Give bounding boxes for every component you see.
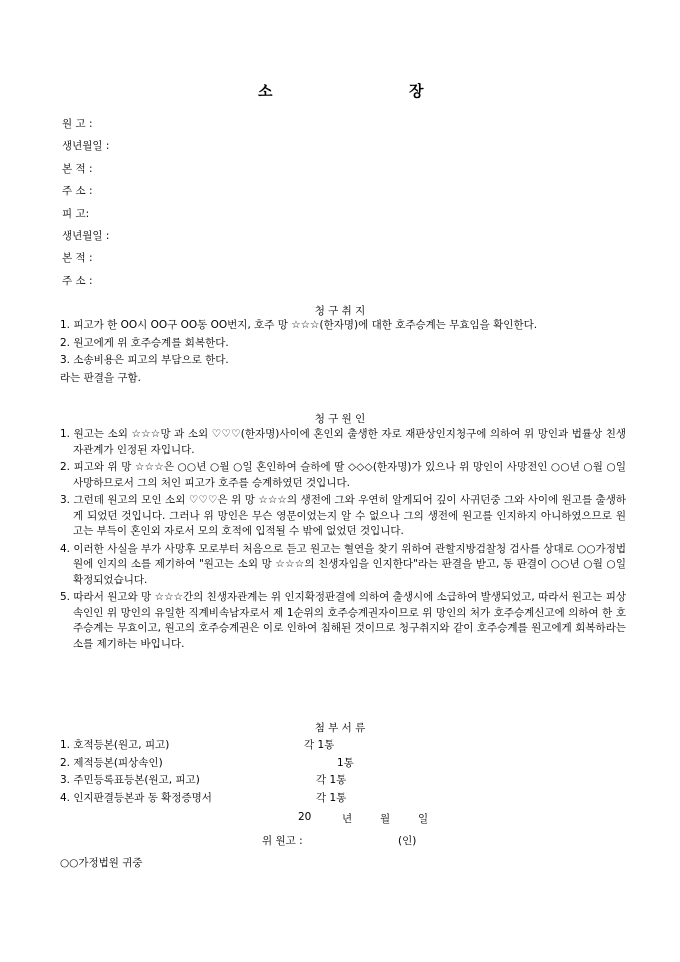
attachment-list: [60, 737, 626, 807]
attachment-count: 각 1통: [316, 791, 347, 804]
filing-date: [0, 811, 680, 827]
reason-item: 2. 피고와 위 망 ☆☆☆은 ○○년 ○월 ○일 혼인하여 슬하에 딸 ◇◇◇(한자명)가 있으나 위 망인이 사망전인 ○○년 ○월 ○일 사망하므로서 그의 처인 피고가 호주를 승계하였던 것입니다.: [60, 461, 626, 489]
attachment-name: 3. 주민등록표등본(원고, 피고): [60, 774, 200, 787]
party-info: [62, 113, 362, 292]
defendant-name-label: 피 고:: [62, 207, 90, 220]
attachment-row: [60, 772, 626, 790]
attachment-name: 2. 제적등본(피상속인): [60, 756, 163, 769]
claim-heading: 청 구 취 지: [314, 305, 366, 317]
claim-item: 1. 피고가 한 OO시 OO구 OO동 OO번지, 호주 망 ☆☆☆(한자명)에 대한 호주승계는 무효임을 확인한다.: [60, 319, 538, 331]
signer-label: 위 원고 :: [262, 835, 303, 847]
signature-line: [0, 833, 680, 849]
reason-section: [60, 427, 626, 654]
plaintiff-domicile-label: 본 적 :: [62, 162, 93, 175]
defendant-domicile-label: 본 적 :: [62, 252, 93, 265]
title-char-1: 소: [258, 82, 273, 100]
attachment-name: 4. 인지판결등본과 동 확정증명서: [60, 791, 212, 804]
reason-item: 4. 이러한 사실을 부가 사망후 모로부터 처음으로 듣고 원고는 혈연을 찾기 위하여 관할지방검찰청 검사를 상대로 ○○가정법원에 인지의 소를 제기하여 "원고는 소외 망 ☆☆☆의 친생자임을 인지한다"라는 판결을 받고, 동 판결이 ○○년 ○월 ○일 확정되었습니다.: [60, 542, 626, 586]
claim-item: 3. 소송비용은 피고의 부담으로 한다.: [60, 354, 229, 366]
attachment-row: [60, 755, 626, 773]
document-title: [0, 80, 680, 100]
attachment-name: 1. 호적등본(원고, 피고): [60, 739, 170, 751]
plaintiff-birthdate-label: 생년월일 :: [62, 140, 110, 153]
seal-mark: (인): [398, 835, 417, 847]
plaintiff-address-label: 주 소 :: [62, 185, 93, 198]
attachment-row: [60, 790, 626, 808]
attachment-count: 각 1통: [316, 774, 347, 787]
claim-section: [60, 318, 626, 388]
attachment-count: 1통: [337, 756, 354, 769]
reason-item: 1. 원고는 소외 ☆☆☆망 과 소외 ♡♡♡(한자명)사이에 혼인외 출생한 자로 재판상인지청구에 의하여 위 망인과 법률상 친생자관계가 인정된 자입니다.: [60, 428, 626, 456]
date-day-unit: 일: [418, 813, 429, 825]
attachment-count: 각 1통: [304, 739, 335, 751]
reason-item: 5. 따라서 원고와 망 ☆☆☆간의 친생자관계는 위 인지확정판결에 의하여 출생시에 소급하여 발생되었고, 따라서 원고는 피상속인인 위 망인의 유일한 직계비속남자로서 제 1순위의 호주승계권자이므로 위 망인의 처가 호주승계신고에 의하여 한 호주승계는 무효이고, 원고의 호주승계권은 이로 인하여 침해된 것이므로 청구취지와 같이 호주승계를 원고에게 회복하라는 소를 제기하는 바입니다.: [60, 591, 626, 650]
reason-item: 3. 그런데 원고의 모인 소외 ♡♡♡은 위 망 ☆☆☆의 생전에 그와 우연히 알게되어 깊이 사귀던중 그와 사이에 원고를 출생하게 되었던 것입니다. 그러나 위 망인은 무슨 영문이었는지 알 수 없으나 그의 생전에 원고를 인지하지 아니하였으므로 원고는 부득이 혼인외 자로서 모의 호적에 입적될 수 밖에 없었던 것입니다.: [60, 494, 626, 537]
date-year: 20: [298, 811, 312, 823]
reason-heading: 청 구 원 인: [314, 413, 366, 425]
claim-item: 2. 원고에게 위 호주승계를 회복한다.: [60, 336, 229, 349]
claim-closing: 라는 판결을 구함.: [60, 371, 142, 384]
date-year-unit: 년: [342, 813, 353, 825]
attachment-row: [60, 737, 626, 755]
attach-heading: 첨 부 서 류: [314, 722, 366, 734]
date-month-unit: 월: [380, 813, 391, 825]
defendant-address-label: 주 소 :: [62, 274, 93, 287]
plaintiff-name-label: 원 고 :: [62, 118, 93, 130]
court-addressee: ○○가정법원 귀중: [60, 857, 143, 869]
title-char-2: 장: [409, 82, 424, 100]
defendant-birthdate-label: 생년월일 :: [62, 229, 110, 242]
